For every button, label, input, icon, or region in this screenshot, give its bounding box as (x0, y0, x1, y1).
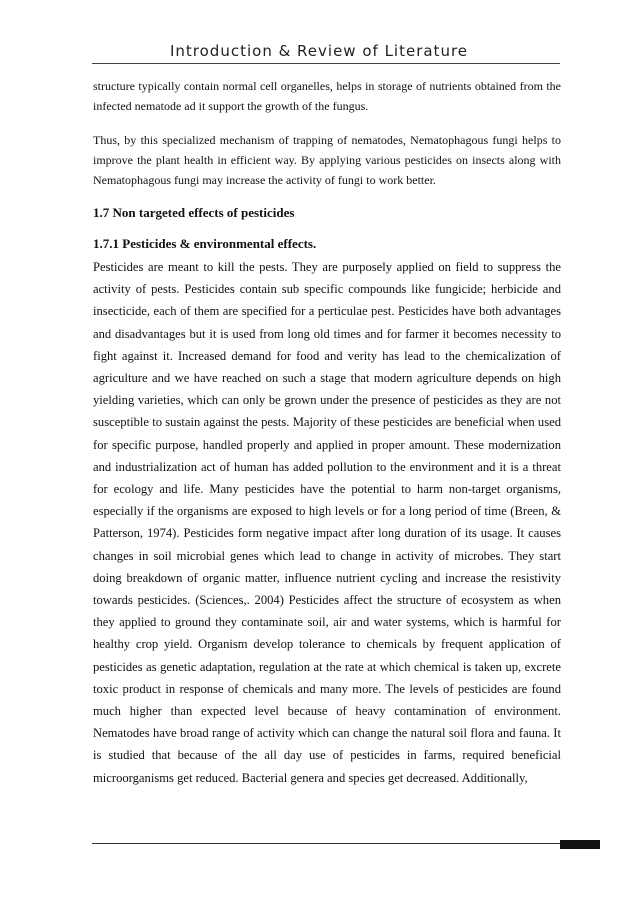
section-heading-1-7: 1.7 Non targeted effects of pesticides (93, 205, 295, 220)
running-header: Introduction & Review of Literature (169, 42, 469, 60)
paragraph-fungal-structure: structure typically contain normal cell organelles, helps in storage of nutrients obtained from the infected nematode ad it support the growth of the fungus. (93, 79, 561, 113)
paragraph-pesticides-effects: Pesticides are meant to kill the pests. They are purposely applied on field to suppress the activity of pests. Pesticides contain sub specific compounds like fungicide; herbicide and insecticide, each of them are specified for a perticulae pest. Pesticides have both advantages and disadvantages but it is used from long old times and for farmer it becomes necessity to fight against it. Increased demand for food and verity has lead to the chemicalization of agriculture and we have reached on such a stage that modern agriculture depends on high yielding varieties, which can only be grown under the presence of pesticides as they are not susceptible to sustain against the pests. Majority of these pesticides are beneficial when used for specific purpose, handled properly and applied in proper amount. These modernization and industrialization act of human has added pollution to the environment and it is a threat for ecology and life. Many pesticides have the potential to harm non-target organisms, especially if the organisms are exposed to high levels or for a long period of time (Breen, & Patterson, 1974). Pesticides form negative impact after long duration of its usage. It causes changes in soil microbial genes which lead to change in activity of microbes. They start doing breakdown of organic matter, influence nutrient cycling and increase the resistivity towards pesticides. (Sciences,. 2004) Pesticides affect the structure of ecosystem as when they applied to ground they contaminate soil, air and water systems, which is harmful for healthy crop yield. Organism develop tolerance to chemicals by frequent application of pesticides as genetic adaptation, regulation at the rate at which chemical is taken up, excrete toxic product in response of chemicals and many more. The levels of pesticides are found much higher than expected level because of heavy contamination of environment. Nematodes have broad range of activity which can change the natural soil flora and fauna. It is studied that because of the all day use of pesticides in farms, required beneficial microorganisms get reduced. Bacterial genera and species get decreased. Additionally, (93, 260, 561, 785)
subsection-heading-1-7-1: 1.7.1 Pesticides & environmental effects. (93, 236, 317, 251)
page-body (93, 76, 561, 789)
footer-divider (92, 843, 560, 844)
paragraph-nematophagous-fungi: Thus, by this specialized mechanism of trapping of nematodes, Nematophagous fungi helps to improve the plant health in efficient way. By applying various pesticides on insects along with Nematophagous fungi may increase the activity of fungi to work better. (93, 133, 561, 187)
footer-page-marker (560, 840, 600, 849)
header-divider (92, 63, 560, 64)
